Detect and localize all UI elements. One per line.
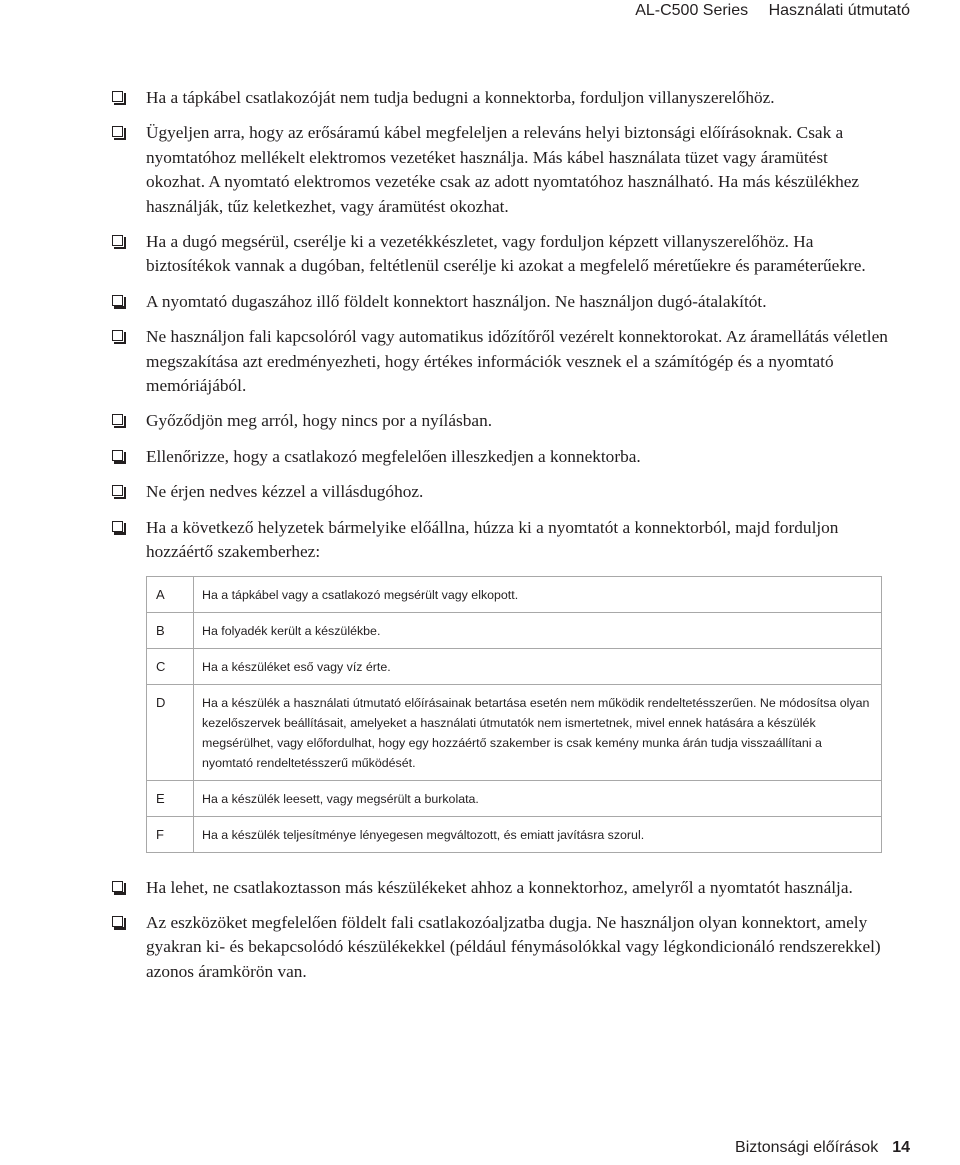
checkbox-bullet-icon [112,881,123,892]
list-item-text: Győződjön meg arról, hogy nincs por a nyílásban. [146,411,493,431]
condition-letter: D [147,684,194,780]
checkbox-bullet-icon [112,295,123,306]
list-item [112,290,890,314]
safety-content [112,86,890,995]
checkbox-bullet-icon [112,450,123,461]
checkbox-bullet-icon [112,485,123,496]
list-item [112,121,890,219]
checkbox-bullet-icon [112,521,123,532]
list-item [112,230,890,279]
list-item [112,86,890,110]
checkbox-bullet-icon [112,916,123,927]
condition-text: Ha a készülék leesett, vagy megsérült a burkolata. [194,780,882,816]
list-item [112,876,890,900]
list-item-text: Ügyeljen arra, hogy az erősáramú kábel megfeleljen a releváns helyi biztonsági előírásoknak. Csak a nyomtatóhoz mellékelt elektromos vezetéket használja. Más kábel használata tüzet vagy áramütést okozhat. A nyomtató elektromos vezetéke csak az adott nyomtatóhoz használható. Ha más készülékhez használják, tűz keletkezhet, vagy áramütést okozhat. [146,123,860,216]
condition-text: Ha folyadék került a készülékbe. [194,612,882,648]
list-item-text: A nyomtató dugaszához illő földelt konnektort használjon. Ne használjon dugó-átalakítót. [146,291,767,311]
table-row [147,612,882,648]
table-row [147,780,882,816]
page-number: 14 [892,1139,910,1156]
page-footer [735,1137,910,1163]
condition-letter: A [147,576,194,612]
table-row [147,816,882,852]
condition-letter: C [147,648,194,684]
list-item [112,911,890,984]
list-item-text: Ne használjon fali kapcsolóról vagy automatikus időzítőről vezérelt konnektorokat. Az áramellátás véletlen megszakítása azt eredményezheti, hogy értékes információk vesznek el a számítógép és a nyomtató memóriájából. [146,327,888,396]
list-item [112,516,890,565]
table-row [147,684,882,780]
list-item-text: Ha lehet, ne csatlakoztasson más készülékeket ahhoz a konnektorhoz, amelyről a nyomtatót használja. [146,877,853,897]
list-item [112,409,890,433]
conditions-table [146,576,882,853]
condition-letter: B [147,612,194,648]
condition-letter: E [147,780,194,816]
list-item-text: Ha a következő helyzetek bármelyike előállna, húzza ki a nyomtatót a konnektorból, majd forduljon hozzáértő szakemberhez: [146,517,839,562]
footer-section-title: Biztonsági előírások [735,1139,879,1156]
list-item-text: Ellenőrizze, hogy a csatlakozó megfelelően illeszkedjen a konnektorba. [146,446,641,466]
checkbox-bullet-icon [112,126,123,137]
condition-text: Ha a készüléket eső vagy víz érte. [194,648,882,684]
table-row [147,648,882,684]
checkbox-bullet-icon [112,414,123,425]
document-title: Használati útmutató [768,2,910,19]
list-item-text: Az eszközöket megfelelően földelt fali csatlakozóaljzatba dugja. Ne használjon olyan konnektort, amely gyakran ki- és bekapcsolódó készülékekkel (például fénymásolókkal vagy légkondicionáló rendszerekkel) azonos áramkörön van. [146,912,881,981]
checkbox-bullet-icon [112,235,123,246]
list-item [112,480,890,504]
table-row [147,576,882,612]
condition-letter: F [147,816,194,852]
list-item [112,445,890,469]
page-header [635,0,910,26]
list-item-text: Ne érjen nedves kézzel a villásdugóhoz. [146,482,424,502]
product-name: AL-C500 Series [635,2,749,19]
condition-text: Ha a készülék teljesítménye lényegesen megváltozott, és emiatt javításra szorul. [194,816,882,852]
list-item [112,325,890,398]
condition-text: Ha a tápkábel vagy a csatlakozó megsérült vagy elkopott. [194,576,882,612]
checkbox-bullet-icon [112,91,123,102]
list-item-text: Ha a tápkábel csatlakozóját nem tudja bedugni a konnektorba, forduljon villanyszerelőhöz. [146,88,775,107]
list-item-text: Ha a dugó megsérül, cserélje ki a vezetékkészletet, vagy forduljon képzett villanyszerelőhöz. Ha biztosítékok vannak a dugóban, feltétlenül cserélje ki azokat a megfelelő méretűekre és paraméterűekre. [146,232,866,276]
condition-text: Ha a készülék a használati útmutató előírásainak betartása esetén nem működik rendeltetésszerűen. Ne módosítsa olyan kezelőszervek beállításait, amelyeket a használati útmutatók nem ismertetnek, mivel ennek hatására a készülék megsérülhet, vagy előfordulhat, hogy egy hozzáértő szakember is csak kemény munka árán tudja visszaállítani a nyomtató rendeltetésszerű működését. [194,684,882,780]
checkbox-bullet-icon [112,330,123,341]
